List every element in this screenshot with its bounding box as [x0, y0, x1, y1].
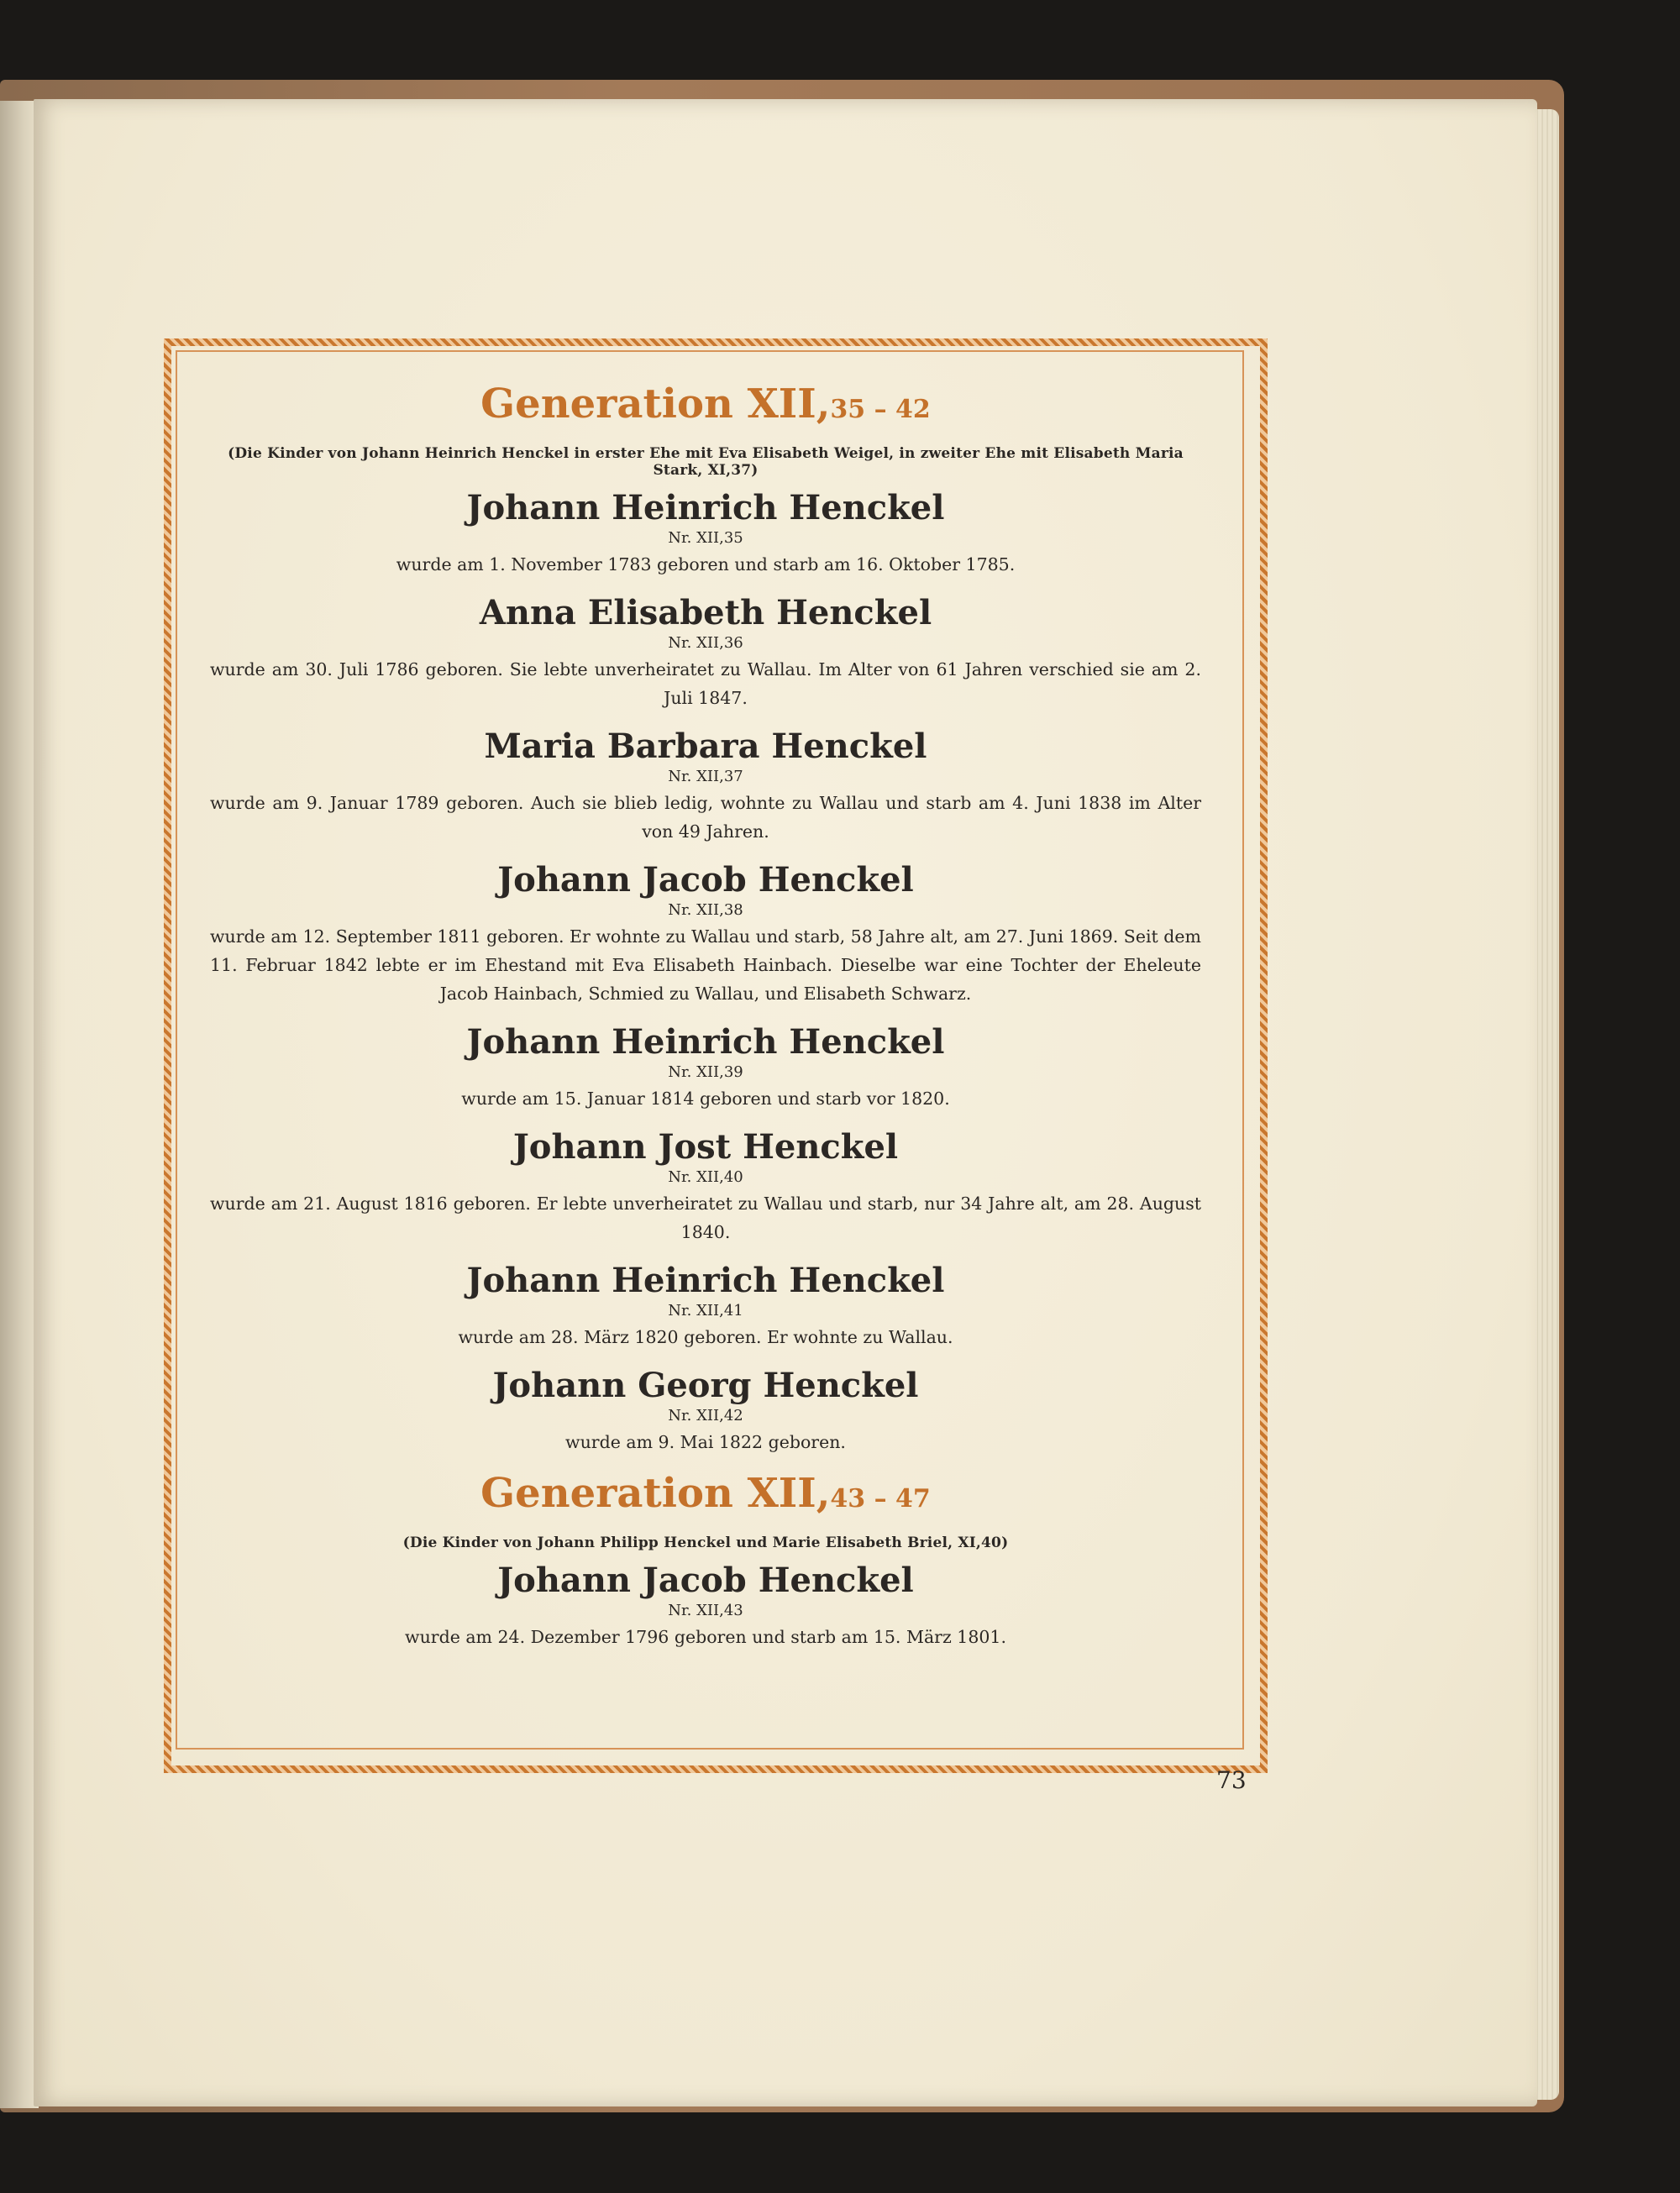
person-text: wurde am 28. März 1820 geboren. Er wohnte zu Wallau.	[458, 1326, 953, 1347]
page-content	[210, 382, 1201, 1666]
person-entry	[210, 594, 1201, 712]
person-entry	[210, 727, 1201, 846]
person-number: Nr. XII,35	[668, 528, 743, 547]
person-entry	[210, 1262, 1201, 1351]
generation-title	[210, 382, 1201, 427]
person-number: Nr. XII,37	[668, 767, 743, 785]
person-number: Nr. XII,42	[668, 1406, 743, 1424]
person-number: Nr. XII,36	[668, 633, 743, 652]
generation-range: 35 – 42	[830, 395, 931, 424]
person-text: wurde am 24. Dezember 1796 geboren und starb am 15. März 1801.	[405, 1626, 1006, 1647]
person-entry	[210, 861, 1201, 1008]
person-text: wurde am 30. Juli 1786 geboren. Sie lebte unverheiratet zu Wallau. Im Alter von 61 Jahren verschied sie am 2. Juli 1847.	[210, 658, 1201, 708]
person-entry	[210, 1023, 1201, 1113]
person-number: Nr. XII,38	[668, 900, 743, 919]
person-name: Johann Heinrich Henckel	[466, 1260, 945, 1300]
person-name: Johann Georg Henckel	[492, 1365, 919, 1405]
person-number: Nr. XII,41	[668, 1301, 743, 1319]
person-text: wurde am 21. August 1816 geboren. Er lebte unverheiratet zu Wallau und starb, nur 34 Jahre alt, am 28. August 1840.	[210, 1193, 1201, 1242]
person-name: Maria Barbara Henckel	[484, 726, 927, 766]
person-entry	[210, 489, 1201, 579]
person-name: Johann Heinrich Henckel	[466, 1021, 945, 1062]
person-entry	[210, 1128, 1201, 1246]
person-text: wurde am 9. Januar 1789 geboren. Auch sie blieb ledig, wohnte zu Wallau und starb am 4. Juni 1838 im Alter von 49 Jahren.	[210, 792, 1201, 842]
person-number: Nr. XII,40	[668, 1167, 743, 1186]
person-number: Nr. XII,39	[668, 1062, 743, 1081]
generation-subtitle: (Die Kinder von Johann Philipp Henckel und Marie Elisabeth Briel, XI,40)	[402, 1534, 1009, 1551]
generation-title-text: Generation XII,	[480, 1469, 831, 1517]
person-number: Nr. XII,43	[668, 1601, 743, 1619]
person-text: wurde am 12. September 1811 geboren. Er wohnte zu Wallau und starb, 58 Jahre alt, am 27. Juni 1869. Seit dem 11. Februar 1842 lebte er im Ehestand mit Eva Elisabeth Hainbach. Dieselbe war eine Tochter der Eheleute Jacob Hainbach, Schmied zu Wallau, und Elisabeth Schwarz.	[210, 926, 1201, 1004]
generation-title-text: Generation XII,	[480, 380, 831, 428]
person-entry	[210, 1561, 1201, 1651]
person-text: wurde am 9. Mai 1822 geboren.	[565, 1431, 846, 1452]
generation-title	[210, 1469, 1201, 1517]
generation-subtitle: (Die Kinder von Johann Heinrich Henckel in erster Ehe mit Eva Elisabeth Weigel, in zweiter Ehe mit Elisabeth Maria Stark, XI,37)	[228, 444, 1184, 479]
generation-section	[210, 1469, 1201, 1651]
person-name: Johann Heinrich Henckel	[466, 487, 945, 527]
page-number: 73	[1216, 1766, 1247, 1794]
person-name: Johann Jacob Henckel	[497, 859, 914, 900]
person-name: Johann Jacob Henckel	[497, 1560, 914, 1600]
person-text: wurde am 15. Januar 1814 geboren und starb vor 1820.	[461, 1088, 950, 1109]
person-name: Johann Jost Henckel	[512, 1126, 899, 1167]
person-entry	[210, 1367, 1201, 1456]
person-name: Anna Elisabeth Henckel	[479, 592, 932, 632]
generation-range: 43 – 47	[830, 1483, 931, 1514]
generation-section	[210, 382, 1201, 1456]
person-text: wurde am 1. November 1783 geboren und starb am 16. Oktober 1785.	[396, 553, 1016, 574]
